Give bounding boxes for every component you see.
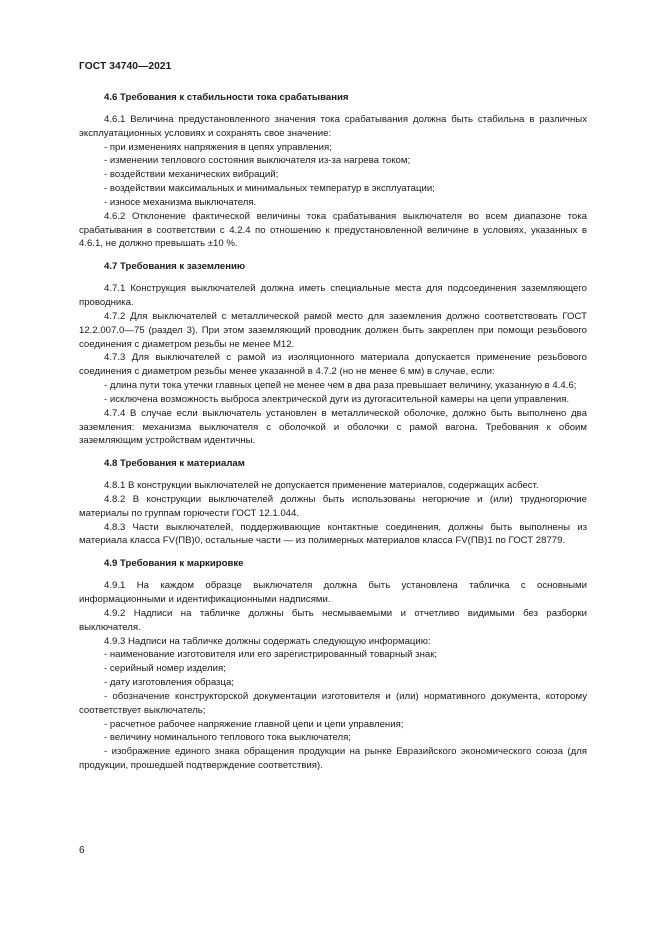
- section-4-7: [79, 260, 587, 448]
- paragraph: 4.6.2 Отклонение фактической величины тока срабатывания выключателя во всем диапазоне тока срабатывания в соответствии с 4.2.4 по отношению к предустановленной величине в условиях, указанных в 4.6.1, не должно превышать ±10 %.: [79, 210, 587, 250]
- paragraph: 4.8.1 В конструкции выключателей не допускается применение материалов, содержащих асбест.: [104, 480, 539, 492]
- section-title: 4.7 Требования к заземлению: [104, 261, 246, 273]
- page-content: [79, 91, 587, 773]
- list-item: - серийный номер изделия;: [104, 663, 226, 675]
- paragraph: 4.9.1 На каждом образце выключателя должна быть установлена табличка с основными информационными и идентификационными надписями.: [79, 580, 587, 605]
- list-item: - изображение единого знака обращения продукции на рынке Евразийского экономического союза (для продукции, прошедшей подтверждение соответствия).: [79, 746, 587, 772]
- section-4-9: [79, 557, 587, 773]
- page-header: ГОСТ 34740—2021: [79, 61, 172, 72]
- list-item: - воздействии максимальных и минимальных температур в эксплуатации;: [104, 183, 435, 195]
- list-item: - обозначение конструкторской документации изготовителя и (или) нормативного документа, которому соответствует выключатель;: [79, 690, 587, 716]
- list-item: - расчетное рабочее напряжение главной цепи и цепи управления;: [104, 718, 404, 730]
- paragraph: 4.9.2 Надписи на табличке должны быть несмываемыми и отчетливо видимыми без разборки выключателя.: [79, 607, 587, 633]
- section-title: 4.8 Требования к материалам: [104, 458, 245, 470]
- paragraph: 4.7.1 Конструкция выключателей должна иметь специальные места для подсоединения заземляющего проводника.: [79, 283, 587, 308]
- page-number: 6: [79, 845, 85, 856]
- paragraph: 4.6.1 Величина предустановленного значения тока срабатывания должна быть стабильна в различных эксплуатационных условиях и сохранять свое значение:: [79, 113, 587, 139]
- list-item: - исключена возможность выброса электрической дуги из дугогасительной камеры на цепи управления.: [104, 393, 570, 405]
- section-title: 4.9 Требования к маркировке: [104, 558, 244, 570]
- paragraph: 4.9.3 Надписи на табличке должны содержать следующую информацию:: [104, 635, 431, 647]
- list-item: - дату изготовления образца;: [104, 677, 234, 689]
- list-item: - наименование изготовителя или его зарегистрированный товарный знак;: [104, 649, 438, 661]
- paragraph: 4.7.4 В случае если выключатель установлен в металлической оболочке, должно быть выполнено два заземления: механизма выключателя с оболочкой и оболочки с рамой вагона. Требования к обоим заземляющим устройствам идентичны.: [79, 407, 587, 447]
- section-4-6: [79, 91, 587, 251]
- list-item: - изменении теплового состояния выключателя из-за нагрева током;: [104, 155, 411, 167]
- paragraph: 4.8.3 Части выключателей, поддерживающие контактные соединения, должны быть выполнены из материала класса FV(ПВ)0, остальные части — из полимерных материалов класса FV(ПВ)1 по ГОСТ 28779.: [79, 521, 587, 547]
- paragraph: 4.7.2 Для выключателей с металлической рамой место для заземления должно соответствовать ГОСТ 12.2.007.0—75 (раздел 3). При этом заземляющий проводник должен быть закреплен при помощи резьбового соединения с диаметром резьбы не менее М12.: [79, 310, 587, 350]
- paragraph: 4.7.3 Для выключателей с рамой из изоляционного материала допускается применение резьбового соединения с диаметром резьбы менее указанной в 4.7.2 (но не менее 6 мм) в случае, если:: [79, 352, 587, 378]
- list-item: - износе механизма выключателя.: [104, 196, 257, 208]
- list-item: - длина пути тока утечки главных цепей не менее чем в два раза превышает величину, указанную в 4.4.6;: [104, 380, 577, 392]
- list-item: - величину номинального теплового тока выключателя;: [104, 732, 351, 744]
- list-item: - при изменениях напряжения в цепях управления;: [104, 141, 332, 153]
- paragraph: 4.8.2 В конструкции выключателей должны быть использованы негорючие и (или) трудногорючие материалы по группам горючести ГОСТ 12.1.044.: [79, 493, 587, 519]
- list-item: - воздействии механических вибраций;: [104, 169, 279, 181]
- section-title: 4.6 Требования к стабильности тока срабатывания: [104, 92, 349, 103]
- section-4-8: [79, 457, 587, 548]
